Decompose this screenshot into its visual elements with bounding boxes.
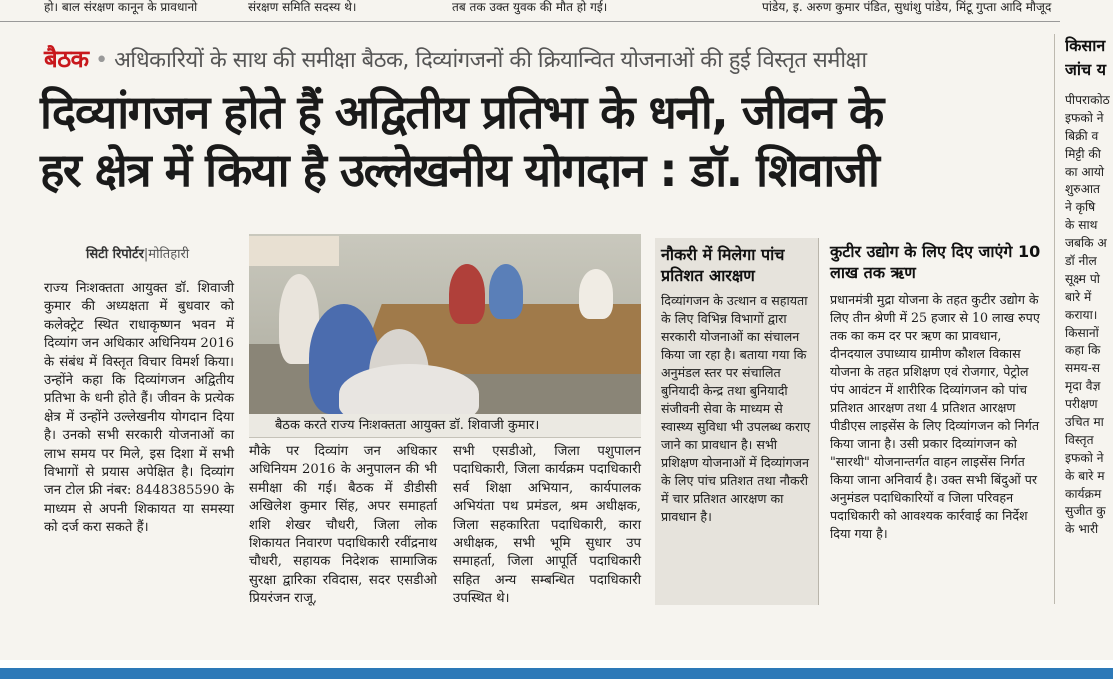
adjacent-line: जबकि अ [1065,236,1107,251]
previous-article-strip [0,0,1113,20]
page-margin [0,660,1113,668]
headline-line-2: हर क्षेत्र में किया है उल्लेखनीय योगदान : डॉ. शिवाजी [40,143,879,197]
adjacent-line: इफको ने [1065,110,1104,125]
adjacent-line: कराया। [1065,307,1098,322]
strip-text-2: संरक्षण समिति सदस्य थे। [248,0,357,14]
adjacent-line: पीपराकोठ [1065,93,1110,107]
adjacent-line: बारे में [1065,289,1092,304]
adjacent-line: परीक्षण [1065,397,1098,412]
box-heading: नौकरी में मिलेगा पांच प्रतिशत आरक्षण [661,245,785,285]
adjacent-line: कहा कि [1065,343,1101,358]
bottom-blue-bar [0,668,1113,679]
strip-text-1: हो। बाल संरक्षण कानून के प्रावधानो [44,0,198,14]
adjacent-line: किसानों [1065,325,1099,340]
strip-text-4: पांडेय, इ. अरुण कुमार पंडित, सुधांशु पांडेय, मिंटू गुप्ता आदि मौजूद [762,0,1052,14]
sidebar-box-reservation [655,238,819,605]
adjacent-line: शुरुआत [1065,182,1100,197]
adjacent-line: सुजीत कु [1065,504,1106,519]
adjacent-line: के बारे म [1065,468,1105,483]
adjacent-line: ने कृषि [1065,200,1096,215]
article-column-3: सभी एसडीओ, जिला पशुपालन पदाधिकारी, जिला कार्यक्रम पदाधिकारी सर्व शिक्षा अभियान, कार्यपालक अभियंता पथ प्रमंडल, श्रम अधीक्षक, जिला सहकारिता पदाधिकारी, कारा अधीक्षक, सभी भूमि सुधार उप समाहर्ता, जिला आपूर्ति पदाधिकारी सहित अन्य सम्बन्धित पदाधिकारी उपस्थित थे। [453,444,641,607]
photo-caption: बैठक करते राज्य निःशक्तता आयुक्त डॉ. शिवाजी कुमार। [249,414,641,438]
adjacent-body [1065,92,1113,539]
loan-text: प्रधानमंत्री मुद्रा योजना के तहत कुटीर उद्योग के लिए तीन श्रेणी में 25 हजार से 10 लाख रुपए तक का कम दर पर ऋण का प्रावधान, दीनदयाल उपाध्याय ग्रामीण कौशल विकास योजना के तहत प्रशिक्षण एवं रोजगार, पेट्रोल पंप आवंटन में शारीरिक दिव्यांगजन को पांच प्रतिशत आरक्षण तथा 4 प्रतिशत आरक्षण पीडीएस लाइसेंस के लिए दिव्यांगजन को निर्गत किया जाना है। उसी प्रकार दिव्यांगजन को "सारथी" योजनान्तर्गत वाहन लाइसेंस निर्गत किया जाना अनिवार्य है। उक्त सभी बिंदुओं पर अनुमंडल पदाधिकारियों व जिला परिवहन पदाधिकारी को आवश्यक कार्रवाई का निर्देश दिया गया है। [830,292,1040,541]
dateline-location: मोतिहारी [148,247,190,262]
adjacent-line: के साथ [1065,218,1098,233]
adjacent-article [1065,34,1113,539]
adjacent-line: सूक्ष्म पो [1065,271,1100,286]
adjacent-heading-2: जांच य [1065,60,1107,79]
kicker-bullet: • [95,48,108,73]
headline-line-1: दिव्यांगजन होते हैं अद्वितीय प्रतिभा के धनी, जीवन के [40,85,883,139]
byline: सिटी रिपोर्टर|मोतिहारी [86,247,190,262]
adjacent-line: विस्तृत [1065,432,1094,447]
meeting-photo [249,234,641,414]
adjacent-line: मृदा वैज्ञ [1065,379,1101,394]
kicker-text: अधिकारियों के साथ की समीक्षा बैठक, दिव्यांगजनों की क्रियान्वित योजनाओं की हुई विस्तृत समीक्षा [114,48,867,73]
article-column-1: राज्य निःशक्तता आयुक्त डॉ. शिवाजी कुमार की अध्यक्षता में बुधवार को कलेक्ट्रेट स्थित राधाकृष्णन भवन में दिव्यांग जन अधिकार अधिनियम 2016 के संबंध में विस्तृत विचार विमर्श किया। उन्होंने कहा कि दिव्यांगजन अद्वितीय प्रतिभा के धनी होते हैं। जीवन के प्रत्येक क्षेत्र में उन्होंने उल्लेखनीय योगदान दिया है। उनको सभी सरकारी योजनाओं का लाभ समय पर मिले, इस दिशा में सभी विभागों से प्रयास अपेक्षित है। दिव्यांग जन टोल फ्री नंबर: 8448385590 के माध्यम से अपनी शिकायत या समस्या को दर्ज करा सकते हैं। [44,281,234,536]
adjacent-line: डॉ नील [1065,254,1097,269]
adjacent-line: का आयो [1065,164,1105,179]
adjacent-line: समय-स [1065,361,1100,376]
kicker-line [44,44,867,76]
adjacent-line: उचित मा [1065,415,1104,430]
top-divider [0,21,1060,22]
adjacent-line: कार्यक्रम [1065,486,1102,501]
adjacent-line: इफको ने [1065,450,1104,465]
headline [40,83,1050,199]
article-column-2: मौके पर दिव्यांग जन अधिकार अधिनियम 2016 के अनुपालन की भी समीक्षा की गई। बैठक में डीडीसी अखिलेश कुमार सिंह, अपर समाहर्ता शशि शेखर चौधरी, जिला लोक शिकायत निवारण पदाधिकारी रवींद्रनाथ चौधरी, सहायक निदेशक सामाजिक सुरक्षा द्वारिका रविदास, सदर एसडीओ प्रियरंजन राजू, [249,444,437,607]
reporter-name: सिटी रिपोर्टर [86,247,144,262]
loan-heading: कुटीर उद्योग के लिए दिए जाएंगे 10 लाख तक ऋण [830,242,1041,282]
photo-banner [249,236,339,266]
kicker-tag: बैठक [44,45,89,73]
box-text: दिव्यांगजन के उत्थान व सहायता के लिए विभिन्न विभागों द्वारा सरकारी योजनाओं का संचालन किया जा रहा है। बताया गया कि अनुमंडल स्तर पर संचालित बुनियादी केन्द्र तथा बुनियादी संजीवनी सेवा के माध्यम से स्वास्थ्य सुविधा भी उपलब्ध कराए जाने का प्रावधान है। सभी प्रशिक्षण योजनाओं में दिव्यांगजन के लिए पांच प्रतिशत तथा नौकरी में चार प्रतिशत आरक्षण का प्रावधान है। [661,293,811,524]
adjacent-heading-1: किसान [1065,36,1106,55]
loan-article [830,241,1045,543]
column-divider [1054,34,1055,604]
adjacent-line: मिट्टी की [1065,146,1101,161]
adjacent-line: बिक्री व [1065,128,1099,143]
strip-text-3: तब तक उक्त युवक की मौत हो गई। [452,0,608,14]
adjacent-line: के भारी [1065,522,1099,537]
